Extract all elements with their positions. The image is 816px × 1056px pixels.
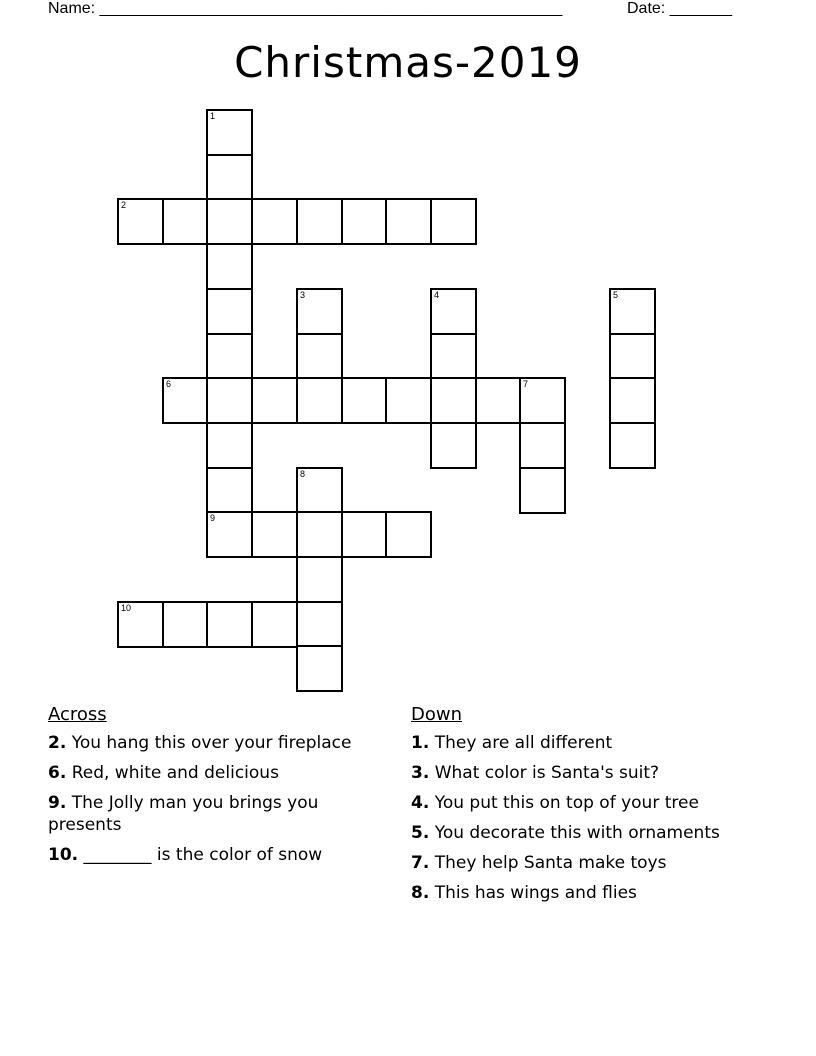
grid-cell[interactable] [296,645,343,692]
clue-number: 2 [121,200,127,210]
clue-down-7: 7. They help Santa make toys [411,853,667,873]
clue-number: 8 [300,469,306,479]
grid-cell[interactable] [251,511,298,558]
grid-cell[interactable] [206,288,253,335]
grid-cell[interactable] [385,198,432,245]
name-field[interactable]: Name: ____________________________________________________ [48,0,563,17]
grid-cell[interactable] [341,511,388,558]
page-title: Christmas-2019 [234,38,582,87]
grid-cell[interactable] [430,333,477,380]
across-heading: Across [48,704,107,725]
across-clues [48,704,388,874]
grid-cell[interactable] [609,333,656,380]
clue-number: 10 [121,603,132,613]
grid-cell[interactable] [609,288,656,335]
grid-cell[interactable] [206,154,253,201]
grid-cell[interactable] [162,198,209,245]
grid-cell[interactable] [296,333,343,380]
grid-cell[interactable] [430,288,477,335]
grid-cell[interactable] [519,377,566,424]
grid-cell[interactable] [519,422,566,469]
grid-cell[interactable] [609,377,656,424]
grid-cell[interactable] [296,467,343,514]
grid-cell[interactable] [341,377,388,424]
grid-cell[interactable] [206,333,253,380]
clue-number: 5 [613,290,619,300]
grid-cell[interactable] [117,198,164,245]
grid-cell[interactable] [296,556,343,603]
grid-cell[interactable] [296,377,343,424]
grid-cell[interactable] [206,511,253,558]
clue-down-4: 4. You put this on top of your tree [411,793,699,813]
clue-down-1: 1. They are all different [411,733,613,753]
grid-cell[interactable] [296,511,343,558]
grid-cell[interactable] [206,109,253,156]
grid-cell[interactable] [341,198,388,245]
grid-cell[interactable] [117,601,164,648]
grid-cell[interactable] [206,377,253,424]
grid-cell[interactable] [385,511,432,558]
grid-cell[interactable] [430,377,477,424]
grid-cell[interactable] [162,377,209,424]
grid-cell[interactable] [430,422,477,469]
grid-cell[interactable] [251,198,298,245]
clue-across-9: 9. The Jolly man you brings you presents [48,793,319,835]
grid-cell[interactable] [296,198,343,245]
grid-cell[interactable] [162,601,209,648]
grid-cell[interactable] [296,288,343,335]
clue-number: 3 [300,290,306,300]
clue-down-3: 3. What color is Santa's suit? [411,763,660,783]
grid-cell[interactable] [609,422,656,469]
grid-cell[interactable] [385,377,432,424]
clue-number: 9 [210,513,216,523]
clue-number: 1 [210,111,216,121]
grid-cell[interactable] [206,422,253,469]
clue-down-8: 8. This has wings and flies [411,883,637,903]
grid-cell[interactable] [251,377,298,424]
grid-cell[interactable] [206,198,253,245]
grid-cell[interactable] [251,601,298,648]
down-clues [411,704,751,912]
grid-cell[interactable] [206,601,253,648]
clue-across-6: 6. Red, white and delicious [48,763,279,783]
clue-across-10: 10. ________ is the color of snow [48,845,323,865]
grid-cell[interactable] [206,243,253,290]
clue-number: 7 [523,379,529,389]
clue-across-2: 2. You hang this over your fireplace [48,733,352,753]
clue-number: 4 [434,290,440,300]
clue-down-5: 5. You decorate this with ornaments [411,823,720,843]
clue-number: 6 [166,379,172,389]
down-heading: Down [411,704,463,725]
grid-cell[interactable] [475,377,522,424]
grid-cell[interactable] [519,467,566,514]
grid-cell[interactable] [296,601,343,648]
grid-cell[interactable] [430,198,477,245]
grid-cell[interactable] [206,467,253,514]
date-field[interactable]: Date: _______ [627,0,732,17]
